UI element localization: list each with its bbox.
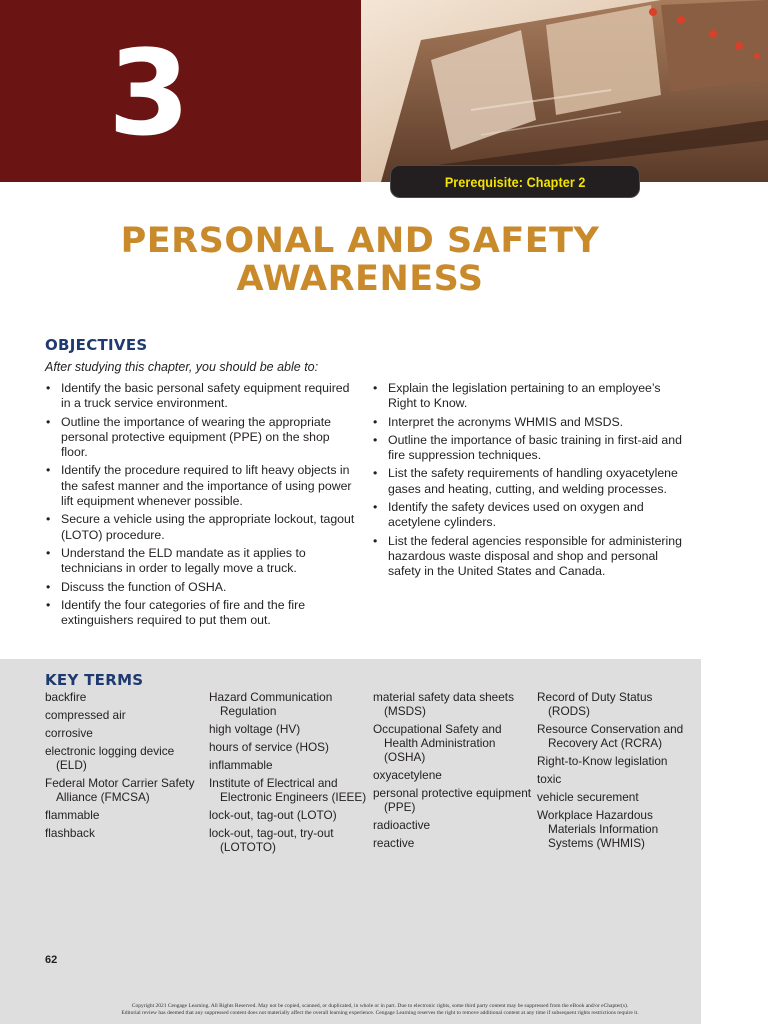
key-term: lock-out, tag-out, try-out (LOTOTO) [209,826,334,854]
key-term: Resource Conservation and Recovery Act (RCRA) [537,722,684,750]
copyright-line-2: Editorial review has deemed that any suppressed content does not materially affect the overall learning experience. Cengage Learning reserves the right to remove additional content at any time if subsequent rights restrictions require it. [121,1010,639,1016]
key-term: personal protective equipment (PPE) [373,786,532,814]
copyright-notice [60,1003,700,1017]
key-term: Institute of Electrical and Electronic Engineers (IEEE) [209,776,367,804]
key-term: Workplace Hazardous Materials Information Systems (WHMIS) [537,808,659,850]
copyright-line-1: Copyright 2021 Cengage Learning. All Rights Reserved. May not be copied, scanned, or duplicated, in whole or in part. Due to electronic rights, some third party content may be suppressed from the eBook and/or eChapter(s). [131,1003,629,1009]
key-term: lock-out, tag-out (LOTO) [209,808,337,822]
objective-item: • Identify the basic personal safety equipment required in a truck service environment. [46,381,350,411]
key-term: flammable [45,808,100,822]
key-term: toxic [537,772,562,786]
objective-item: • Discuss the function of OSHA. [46,579,227,594]
objectives-heading: OBJECTIVES [45,336,148,354]
objective-item: • Identify the safety devices used on oxygen and acetylene cylinders. [373,500,644,530]
key-term: corrosive [45,726,93,740]
objectives-list-right [372,381,682,583]
objective-item: • Secure a vehicle using the appropriate lockout, tagout (LOTO) procedure. [46,512,355,542]
objective-item: • Interpret the acronyms WHMIS and MSDS. [373,414,624,429]
objectives-list-left [45,381,355,631]
key-term: inflammable [209,758,273,772]
key-terms-column-4 [537,690,697,854]
objective-item: • Explain the legislation pertaining to an employee’s Right to Know. [373,381,661,411]
key-term: high voltage (HV) [209,722,301,736]
key-terms-column-1 [45,690,205,844]
key-term: oxyacetylene [373,768,442,782]
key-terms-column-3 [373,690,533,854]
key-term: electronic logging device (ELD) [45,744,175,772]
key-terms-heading: KEY TERMS [45,671,144,689]
objective-item: • Identify the procedure required to lift heavy objects in the safest manner and the importance of using power lift equipment whenever possible. [46,463,352,509]
objective-item: • Understand the ELD mandate as it applies to technicians in order to legally move a truck. [46,545,306,576]
key-term: material safety data sheets (MSDS) [373,690,514,718]
key-term: Right-to-Know legislation [537,754,668,768]
key-term: hours of service (HOS) [209,740,329,754]
prerequisite-label: Prerequisite: Chapter 2 [444,173,586,190]
page-number: 62 [45,954,58,966]
objective-item: • List the safety requirements of handling oxyacetylene gases and heating, cutting, and welding processes. [373,466,678,496]
key-term: Occupational Safety and Health Administration (OSHA) [373,722,502,764]
chapter-title [40,222,680,298]
chapter-title-line1: PERSONAL AND SAFETY [120,221,600,261]
key-term: backfire [45,690,87,704]
prerequisite-badge [390,165,640,198]
key-term: Record of Duty Status (RODS) [537,690,653,718]
objective-item: • Identify the four categories of fire and the fire extinguishers required to put them out. [46,597,306,628]
chapter-header-band [0,0,361,182]
key-term: Hazard Communication Regulation [209,690,333,718]
key-terms-column-2 [209,690,369,858]
chapter-number: 3 [108,24,191,162]
objective-item: • List the federal agencies responsible for administering hazardous waste disposal and shop and personal safety in the United States and Canada. [373,533,682,579]
objective-item: • Outline the importance of basic training in first-aid and fire suppression techniques. [373,432,682,463]
key-term: flashback [45,826,95,840]
key-term: vehicle securement [537,790,639,804]
key-term: radioactive [373,818,431,832]
key-term: reactive [373,836,415,850]
truck-cab-photo [361,0,768,182]
objective-item: • Outline the importance of wearing the appropriate personal protective equipment (PPE) on the shop floor. [46,414,332,460]
key-term: compressed air [45,708,126,722]
key-term: Federal Motor Carrier Safety Alliance (FMCSA) [45,776,195,804]
chapter-title-line2: AWARENESS [236,259,484,299]
objectives-intro: After studying this chapter, you should be able to: [45,360,319,374]
